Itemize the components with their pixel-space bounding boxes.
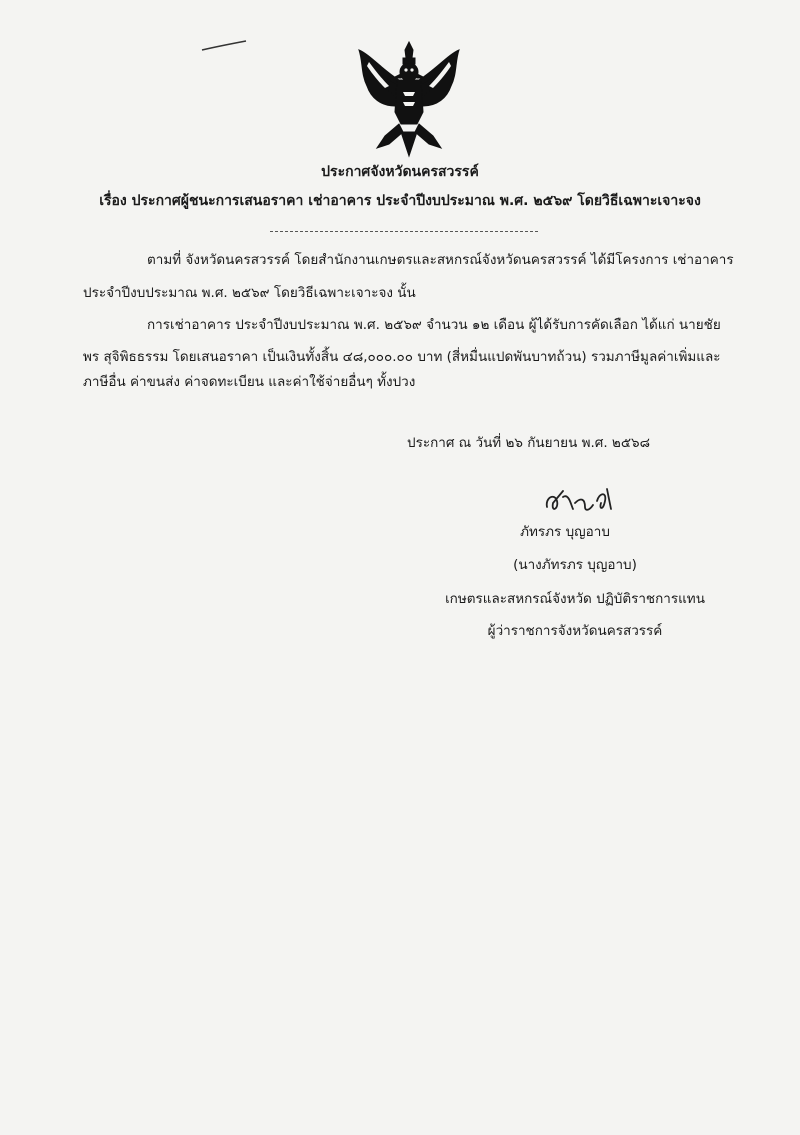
signer-full-name: (นางภัทรภร บุญอาบ) — [513, 557, 637, 573]
handwritten-signature — [541, 483, 631, 517]
document-subject: เรื่อง ประกาศผู้ชนะการเสนอราคา เช่าอาคาร ประจำปีงบประมาณ พ.ศ. ๒๕๖๙ โดยวิธีเฉพาะเจาะจง — [99, 193, 701, 209]
paragraph-line: ภาษีอื่น ค่าขนส่ง ค่าจดทะเบียน และค่าใช้จ่ายอื่นๆ ทั้งปวง — [83, 374, 416, 390]
garuda-emblem-icon — [355, 40, 463, 158]
signer-name: ภัทรภร บุญอาบ — [520, 524, 610, 540]
paragraph-line: การเช่าอาคาร ประจำปีงบประมาณ พ.ศ. ๒๕๖๙ จำนวน ๑๒ เดือน ผู้ได้รับการคัดเลือก ได้แก่ นายชัย — [147, 317, 721, 333]
separator-line — [270, 231, 538, 232]
paragraph-line: พร สุจิพิธธรรม โดยเสนอราคา เป็นเงินทั้งสิ้น ๔๘,๐๐๐.๐๐ บาท (สี่หมื่นแปดพันบาทถ้วน) รวมภาษีมูลค่าเพิ่มและ — [83, 349, 721, 365]
announcement-date: ประกาศ ณ วันที่ ๒๖ กันยายน พ.ศ. ๒๕๖๘ — [407, 435, 651, 451]
document-title: ประกาศจังหวัดนครสวรรค์ — [321, 164, 479, 180]
signer-position: เกษตรและสหกรณ์จังหวัด ปฏิบัติราชการแทน — [445, 591, 705, 607]
pen-stroke-mark — [200, 38, 250, 54]
signer-office: ผู้ว่าราชการจังหวัดนครสวรรค์ — [487, 623, 663, 639]
paragraph-line: ประจำปีงบประมาณ พ.ศ. ๒๕๖๙ โดยวิธีเฉพาะเจาะจง นั้น — [83, 285, 416, 301]
paragraph-line: ตามที่ จังหวัดนครสวรรค์ โดยสำนักงานเกษตรและสหกรณ์จังหวัดนครสวรรค์ ได้มีโครงการ เช่าอาคาร — [147, 252, 734, 268]
